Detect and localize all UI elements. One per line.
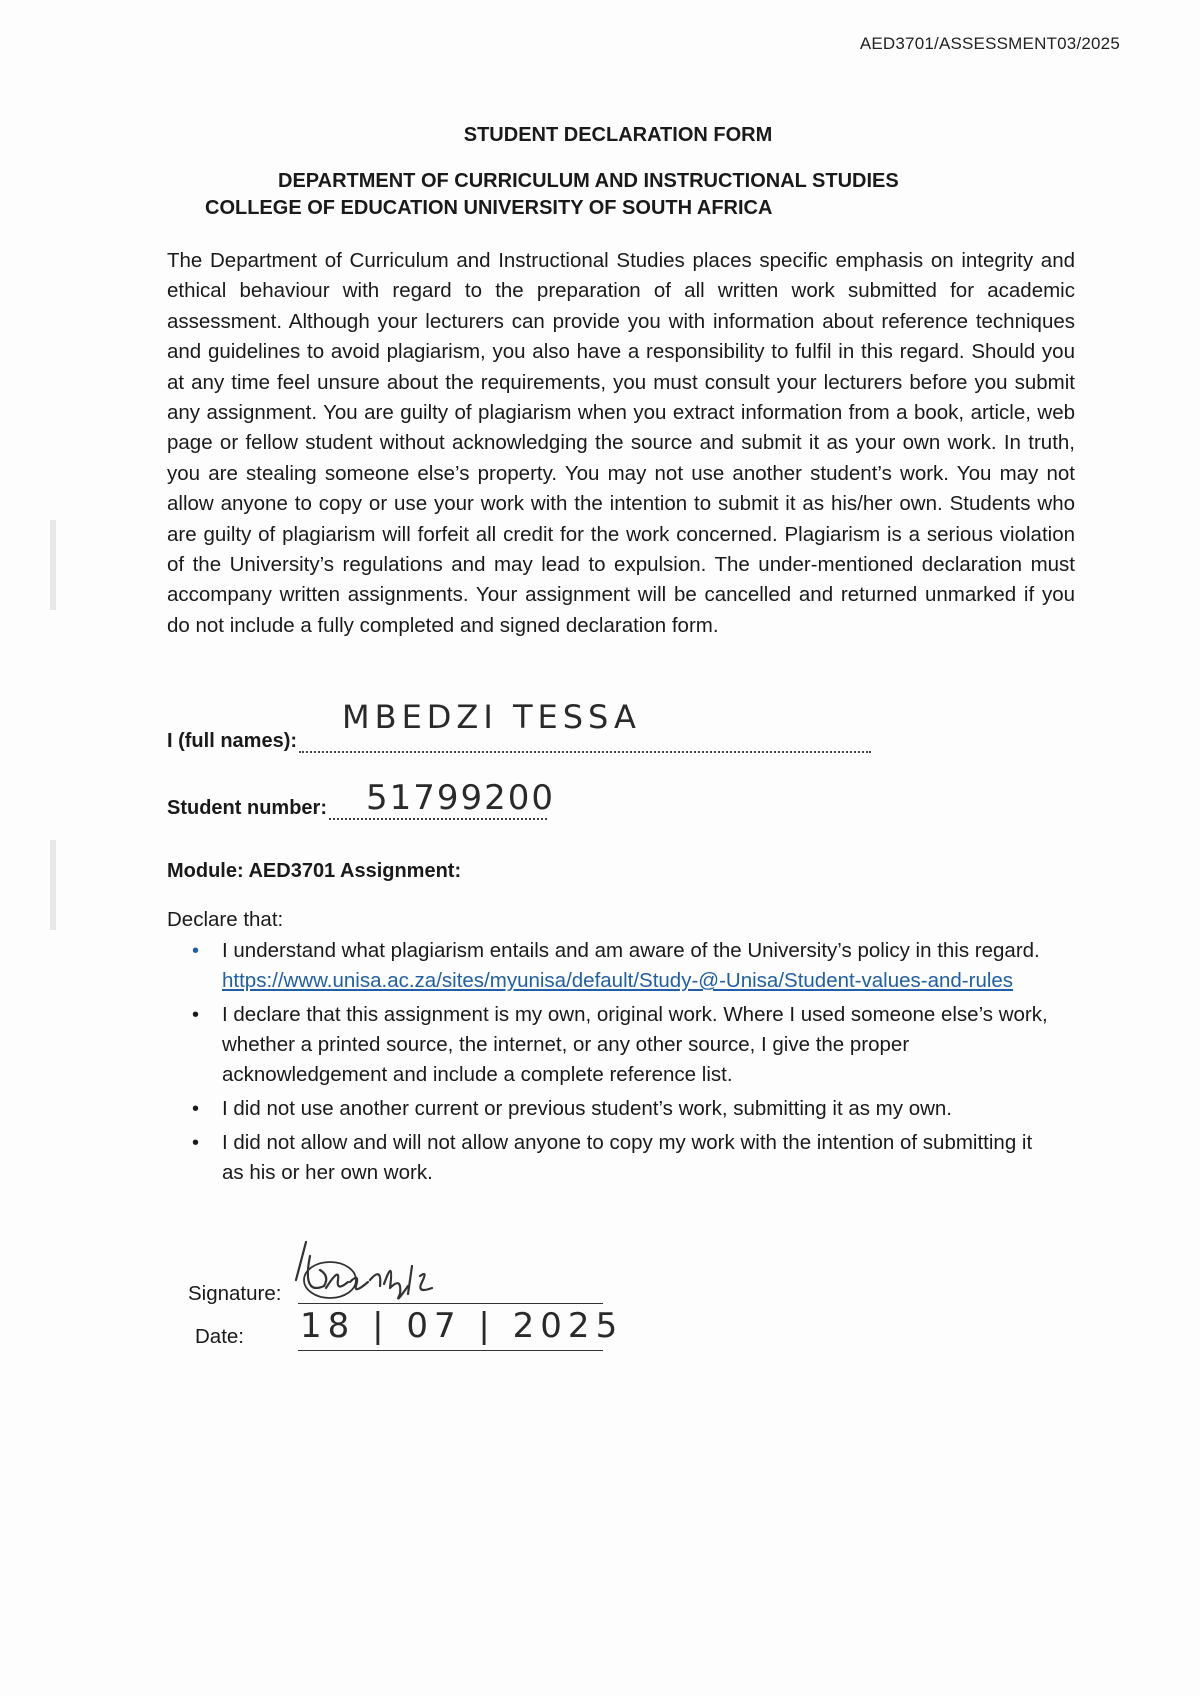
bullet-icon: • <box>192 1004 200 1026</box>
date-line <box>298 1350 603 1351</box>
declaration-item <box>188 936 1048 996</box>
declaration-item-text: I did not allow and will not allow anyone to copy my work with the intention of submitting it as his or her own work. <box>222 1131 1033 1184</box>
date-label: Date: <box>195 1325 244 1348</box>
handwritten-signature <box>290 1236 490 1316</box>
college-heading: COLLEGE OF EDUCATION UNIVERSITY OF SOUTH AFRICA <box>205 197 773 219</box>
student-number-handwritten-value: 51799200 <box>366 778 556 818</box>
declaration-item <box>188 1094 1048 1124</box>
declaration-item-text: I declare that this assignment is my own, original work. Where I used someone else’s work, whether a printed source, the internet, or any other source, I give the proper acknowledgement and include a complete reference list. <box>222 1003 1048 1086</box>
intro-paragraph: The Department of Curriculum and Instructional Studies places specific emphasis on integrity and ethical behaviour with regard to the preparation of all written work submitted for academic assessment. Although your lecturers can provide you with information about reference techniques and guidelines to avoid plagiarism, you also have a responsibility to fulfil in this regard. Should you at any time feel unsure about the requirements, you must consult your lecturers before you submit any assignment. You are guilty of plagiarism when you extract information from a book, article, web page or fellow student without acknowledging the source and submit it as your own work. In truth, you are stealing someone else’s property. You may not use another student’s work. You may not allow anyone to copy or use your work with the intention to submit it as his/her own. Students who are guilty of plagiarism will forfeit all credit for the work concerned. Plagiarism is a serious violation of the University’s regulations and may lead to expulsion. The under-mentioned declaration must accompany written assignments. Your assignment will be cancelled and returned unmarked if you do not include a fully completed and signed declaration form. <box>167 249 1075 637</box>
declaration-item <box>188 1000 1048 1090</box>
form-title: STUDENT DECLARATION FORM <box>463 124 773 146</box>
declaration-item-text: I understand what plagiarism entails and am aware of the University’s policy in this regard. <box>222 939 1040 962</box>
bullet-icon: • <box>192 1098 200 1120</box>
scan-artifact <box>50 840 56 930</box>
department-heading: DEPARTMENT OF CURRICULUM AND INSTRUCTIONAL STUDIES <box>278 170 899 192</box>
bullet-icon: • <box>192 1132 200 1154</box>
student-number-label: Student number: <box>167 797 327 819</box>
date-handwritten-value: 18 | 07 | 2025 <box>300 1306 624 1346</box>
declaration-item <box>188 1128 1048 1188</box>
bullet-icon: • <box>192 940 200 962</box>
signature-label: Signature: <box>188 1282 282 1305</box>
module-assignment-line: Module: AED3701 Assignment: <box>167 860 462 882</box>
declaration-item-text: I did not use another current or previous student’s work, submitting it as my own. <box>222 1097 953 1120</box>
signature-line <box>298 1303 603 1304</box>
policy-link[interactable]: https://www.unisa.ac.za/sites/myunisa/default/Study-@-Unisa/Student-values-and-rules <box>222 969 1014 992</box>
document-reference: AED3701/ASSESSMENT03/2025 <box>859 34 1120 53</box>
scan-artifact <box>50 520 56 610</box>
declaration-list <box>188 936 1048 1192</box>
full-names-dotted-line <box>299 750 871 753</box>
full-names-label: I (full names): <box>167 730 298 752</box>
full-names-handwritten-value: MBEDZI TESSA <box>342 698 641 736</box>
declare-lead: Declare that: <box>167 908 284 931</box>
